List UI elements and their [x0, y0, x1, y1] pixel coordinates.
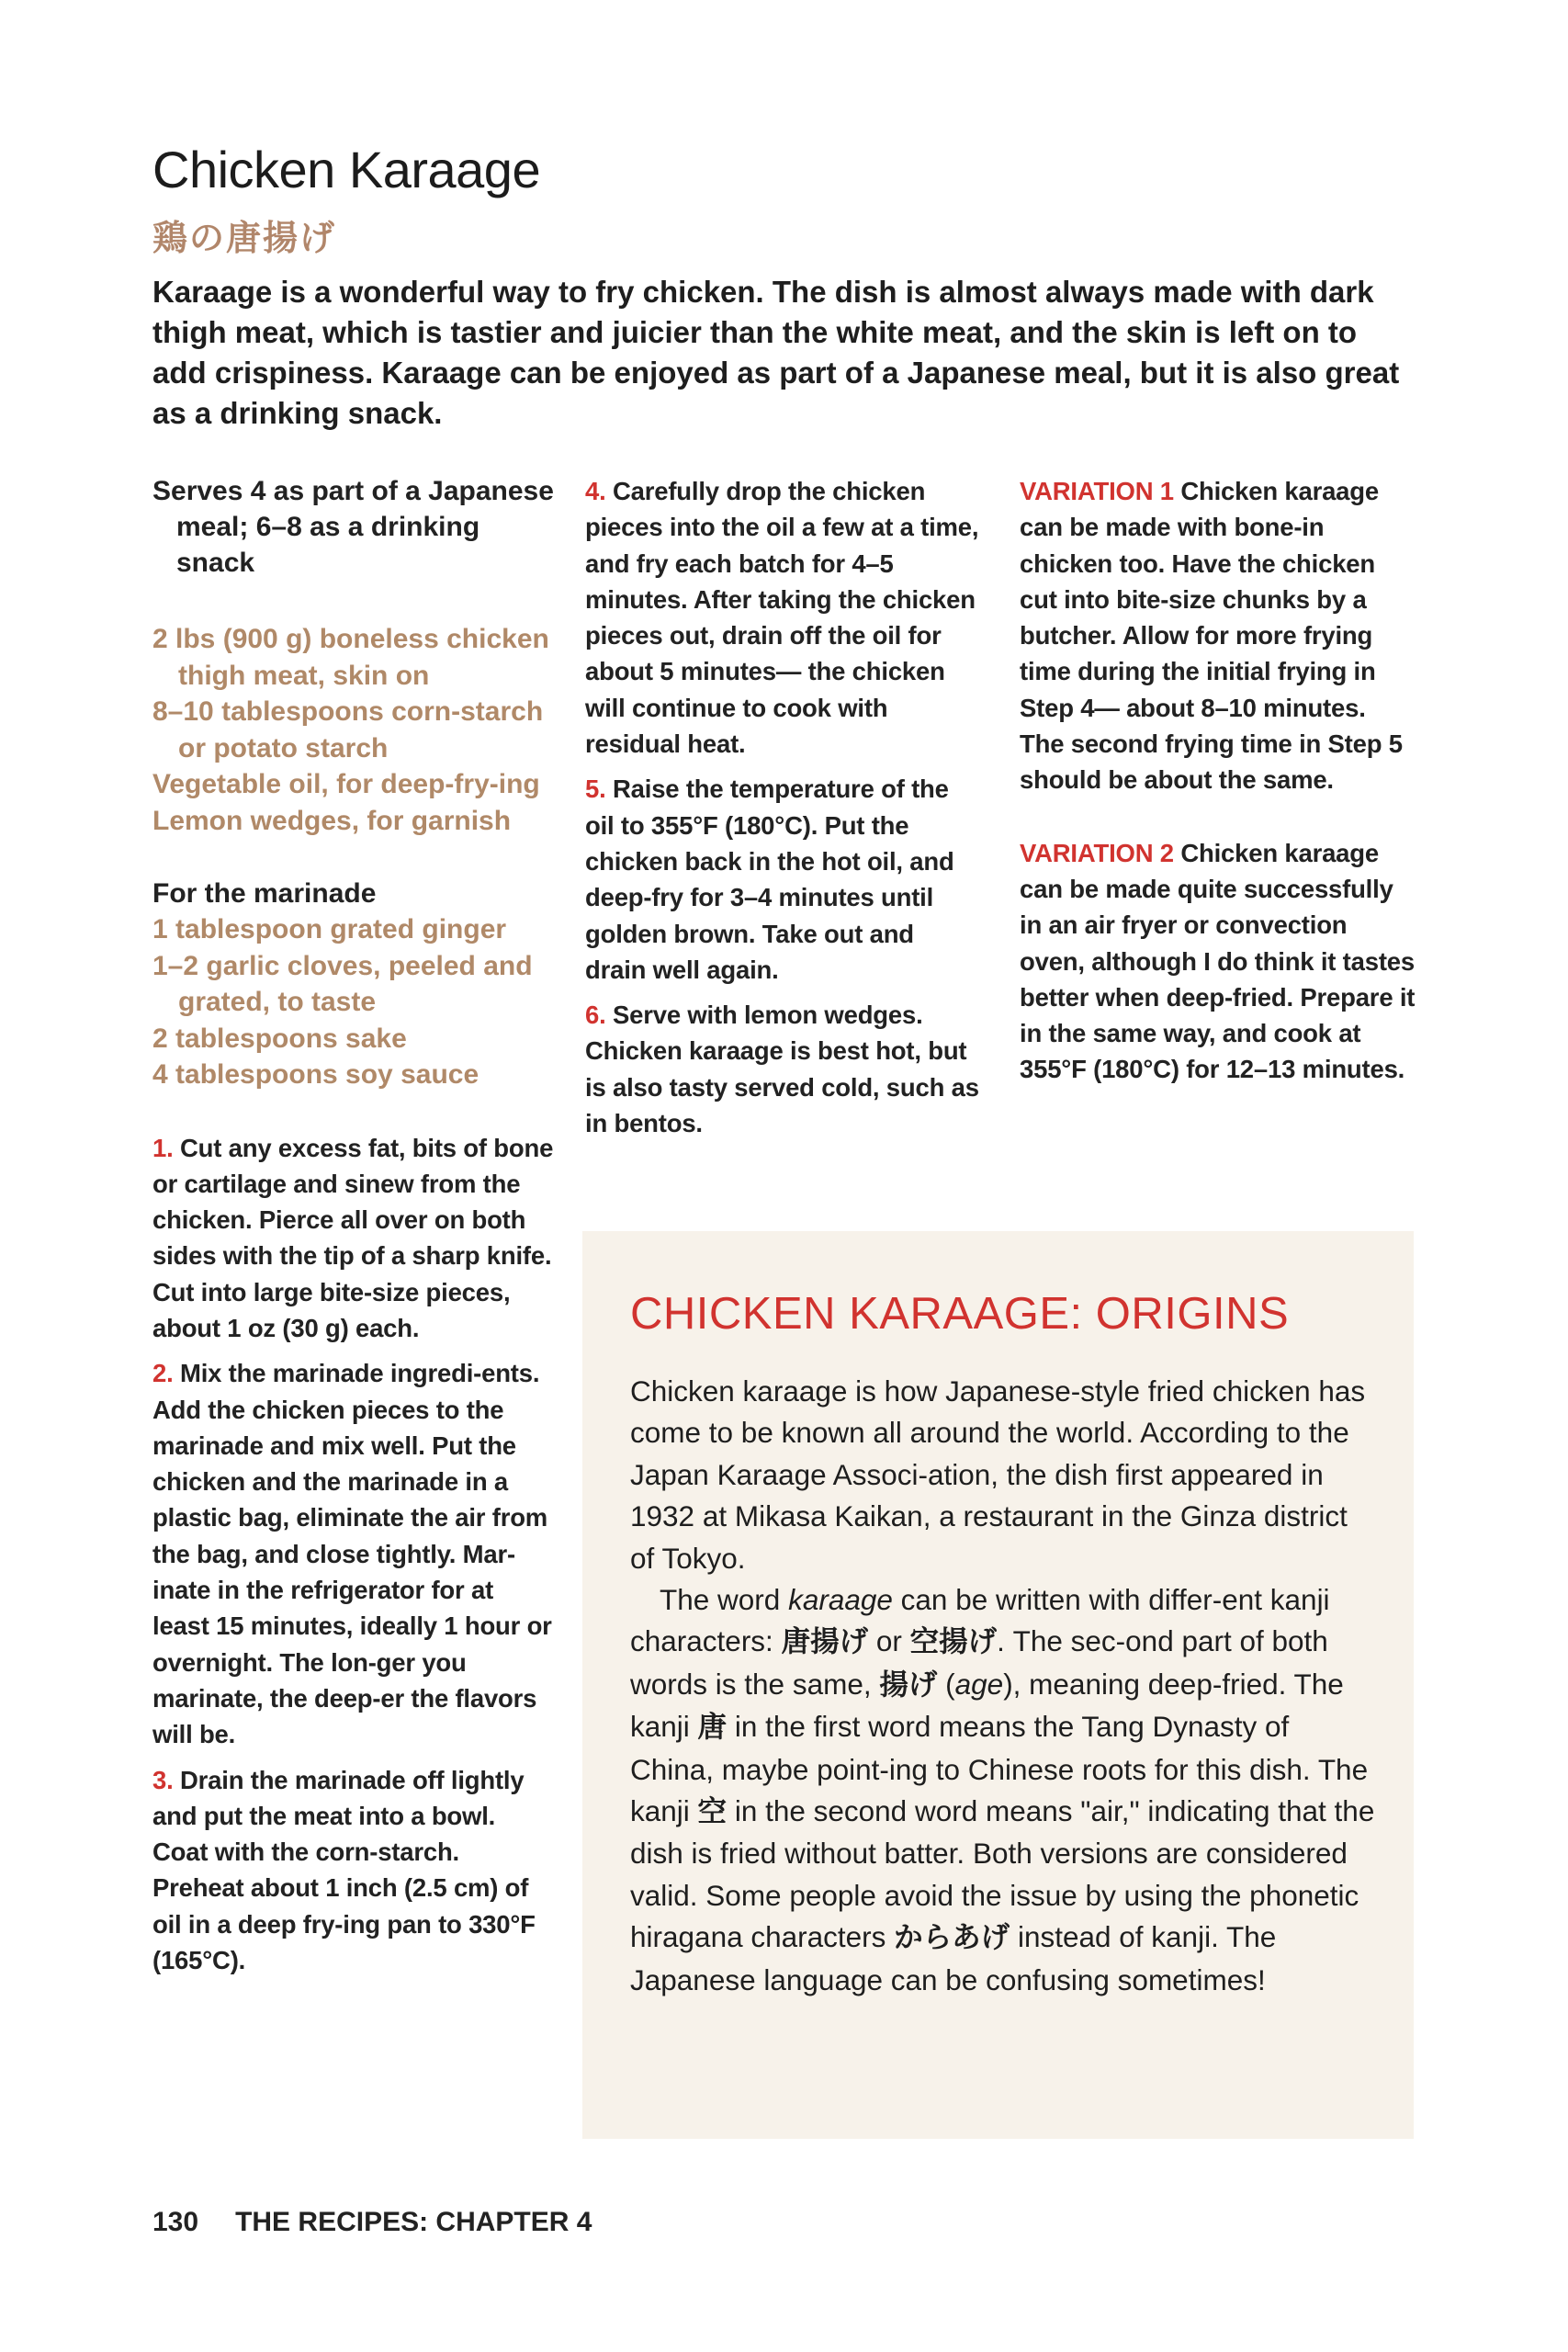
step-number: 3.: [152, 1765, 174, 1794]
origins-sidebar: [582, 1231, 1414, 2139]
origins-body: [630, 1371, 1379, 2001]
method-step: [152, 1355, 557, 1752]
ingredient-item: Lemon wedges, for garnish: [152, 805, 512, 836]
recipe-intro: Karaage is a wonderful way to fry chicken. The dish is almost always made with dark thigh meat, which is tastier and juicier than the white meat, and the skin is left on to add crispiness. Karaage can be enjoyed as part of a Japanese meal, but it is also great as a drinking snack.: [152, 275, 1400, 430]
step-text: Mix the marinade ingredi-ents. Add the chicken pieces to the marinade and mix well. Put the chicken and the marinade in a plastic bag, eliminate the air from the bag, and close tightly. Mar-inate in the refrigerator for at least 15 minutes, ideally 1 hour or overnight. The lon-ger you marinate, the deep-er the flavors will be.: [152, 1359, 552, 1749]
left-column: [152, 473, 557, 1987]
chapter-label: THE RECIPES: CHAPTER 4: [235, 2207, 592, 2237]
marinade-item: 4 tablespoons soy sauce: [152, 1059, 479, 1090]
marinade-item: 1 tablespoon grated ginger: [152, 914, 507, 944]
step-number: 6.: [585, 1001, 606, 1030]
kanji-karaage-tang: 唐揚げ: [781, 1625, 869, 1659]
marinade-heading: For the marinade: [152, 878, 377, 909]
step-number: 5.: [585, 775, 606, 804]
variation-label: VARIATION 1: [1020, 477, 1174, 505]
step-number: 1.: [152, 1133, 174, 1162]
variation-text: Chicken karaage can be made quite successfully in an air fryer or convection oven, although I do think it tastes better when deep-fried. Prepare it in the same way, and cook at 355°F (180°C) for 12–13 minutes.: [1020, 838, 1416, 1084]
variation-text: Chicken karaage can be made with bone-in chicken too. Have the chicken cut into bite-size chunks by a butcher. Allow for more frying time during the initial frying in Step 4— about 8–10 minutes. The second frying time in Step 5 should be about the same.: [1020, 477, 1403, 795]
kanji-tang: 唐: [697, 1711, 728, 1745]
middle-column: [585, 473, 980, 1150]
origins-paragraph: Chicken karaage is how Japanese-style fried chicken has come to be known all around the world. According to the Japan Karaage Associ-ation, the dish first appeared in 1932 at Mikasa Kaikan, a restaurant in the Ginza district of Tokyo.: [630, 1374, 1366, 1575]
marinade-item: 2 tablespoons sake: [152, 1023, 407, 1054]
method-step: [152, 1762, 557, 1979]
page-number: 130: [152, 2207, 199, 2237]
kanji-age: 揚げ: [879, 1668, 938, 1702]
method-step: [152, 1130, 557, 1347]
method-step: [585, 771, 980, 988]
variation-note: [1020, 835, 1416, 1088]
kanji-air: 空: [697, 1795, 728, 1829]
step-text: Raise the temperature of the oil to 355°F (180°C). Put the chicken back in the hot oil, and deep-fry for 3–4 minutes until golden brown. Take out and drain well again.: [585, 775, 954, 984]
origins-paragraph: The word karaage can be written with differ-ent kanji characters: 唐揚げ or 空揚げ. The sec-ond part of both words is the same, 揚げ (age), meaning deep-fried. The kanji 唐 in the first word means the Tang Dynasty of China, maybe point-ing to Chinese roots for this dish. The kanji 空 in the second word means "air," indicating that the dish is fried without batter. Both versions are considered valid. Some people avoid the issue by using the phonetic hiragana characters からあげ instead of kanji. The Japanese language can be confusing sometimes!: [630, 1583, 1375, 1996]
serves-note: Serves 4 as part of a Japanese meal; 6–8 as a drinking snack: [152, 476, 554, 578]
term-age: age: [954, 1667, 1004, 1701]
method-step: [585, 473, 980, 762]
variation-label: VARIATION 2: [1020, 838, 1174, 867]
term-karaage: karaage: [788, 1583, 893, 1617]
ingredient-item: Vegetable oil, for deep-fry-ing: [152, 769, 540, 799]
ingredient-list: [152, 621, 557, 839]
step-text: Carefully drop the chicken pieces into the oil a few at a time, and fry each batch for 4–5 minutes. After taking the chicken pieces out, drain off the oil for about 5 minutes— the chicken will continue to cook with residual heat.: [585, 477, 979, 759]
method-step: [585, 997, 980, 1141]
step-text: Cut any excess fat, bits of bone or cartilage and sinew from the chicken. Pierce all over on both sides with the tip of a sharp knife. Cut into large bite-size pieces, about 1 oz (30 g) each.: [152, 1133, 554, 1342]
ingredient-item: 2 lbs (900 g) boneless chicken thigh meat, skin on: [152, 624, 549, 691]
page-footer: [152, 2207, 592, 2238]
recipe-title-japanese: 鶏の唐揚げ: [152, 218, 337, 258]
recipe-title: Chicken Karaage: [152, 141, 541, 198]
right-column: [1020, 473, 1416, 1125]
step-number: 2.: [152, 1359, 174, 1388]
marinade-list: [152, 876, 557, 1093]
step-text: Drain the marinade off lightly and put the meat into a bowl. Coat with the corn-starch. Preheat about 1 inch (2.5 cm) of oil in a deep fry-ing pan to 330°F (165°C).: [152, 1765, 536, 1975]
step-text: Serve with lemon wedges. Chicken karaage is best hot, but is also tasty served cold, such as in bentos.: [585, 1001, 979, 1138]
marinade-item: 1–2 garlic cloves, peeled and grated, to taste: [152, 950, 533, 1017]
kanji-karaage-air: 空揚げ: [909, 1625, 998, 1659]
step-number: 4.: [585, 477, 606, 505]
variation-note: [1020, 473, 1416, 798]
ingredient-item: 8–10 tablespoons corn-starch or potato starch: [152, 696, 544, 763]
hiragana-karaage: からあげ: [894, 1921, 1010, 1955]
origins-title: CHICKEN KARAAGE: ORIGINS: [630, 1289, 1290, 1339]
